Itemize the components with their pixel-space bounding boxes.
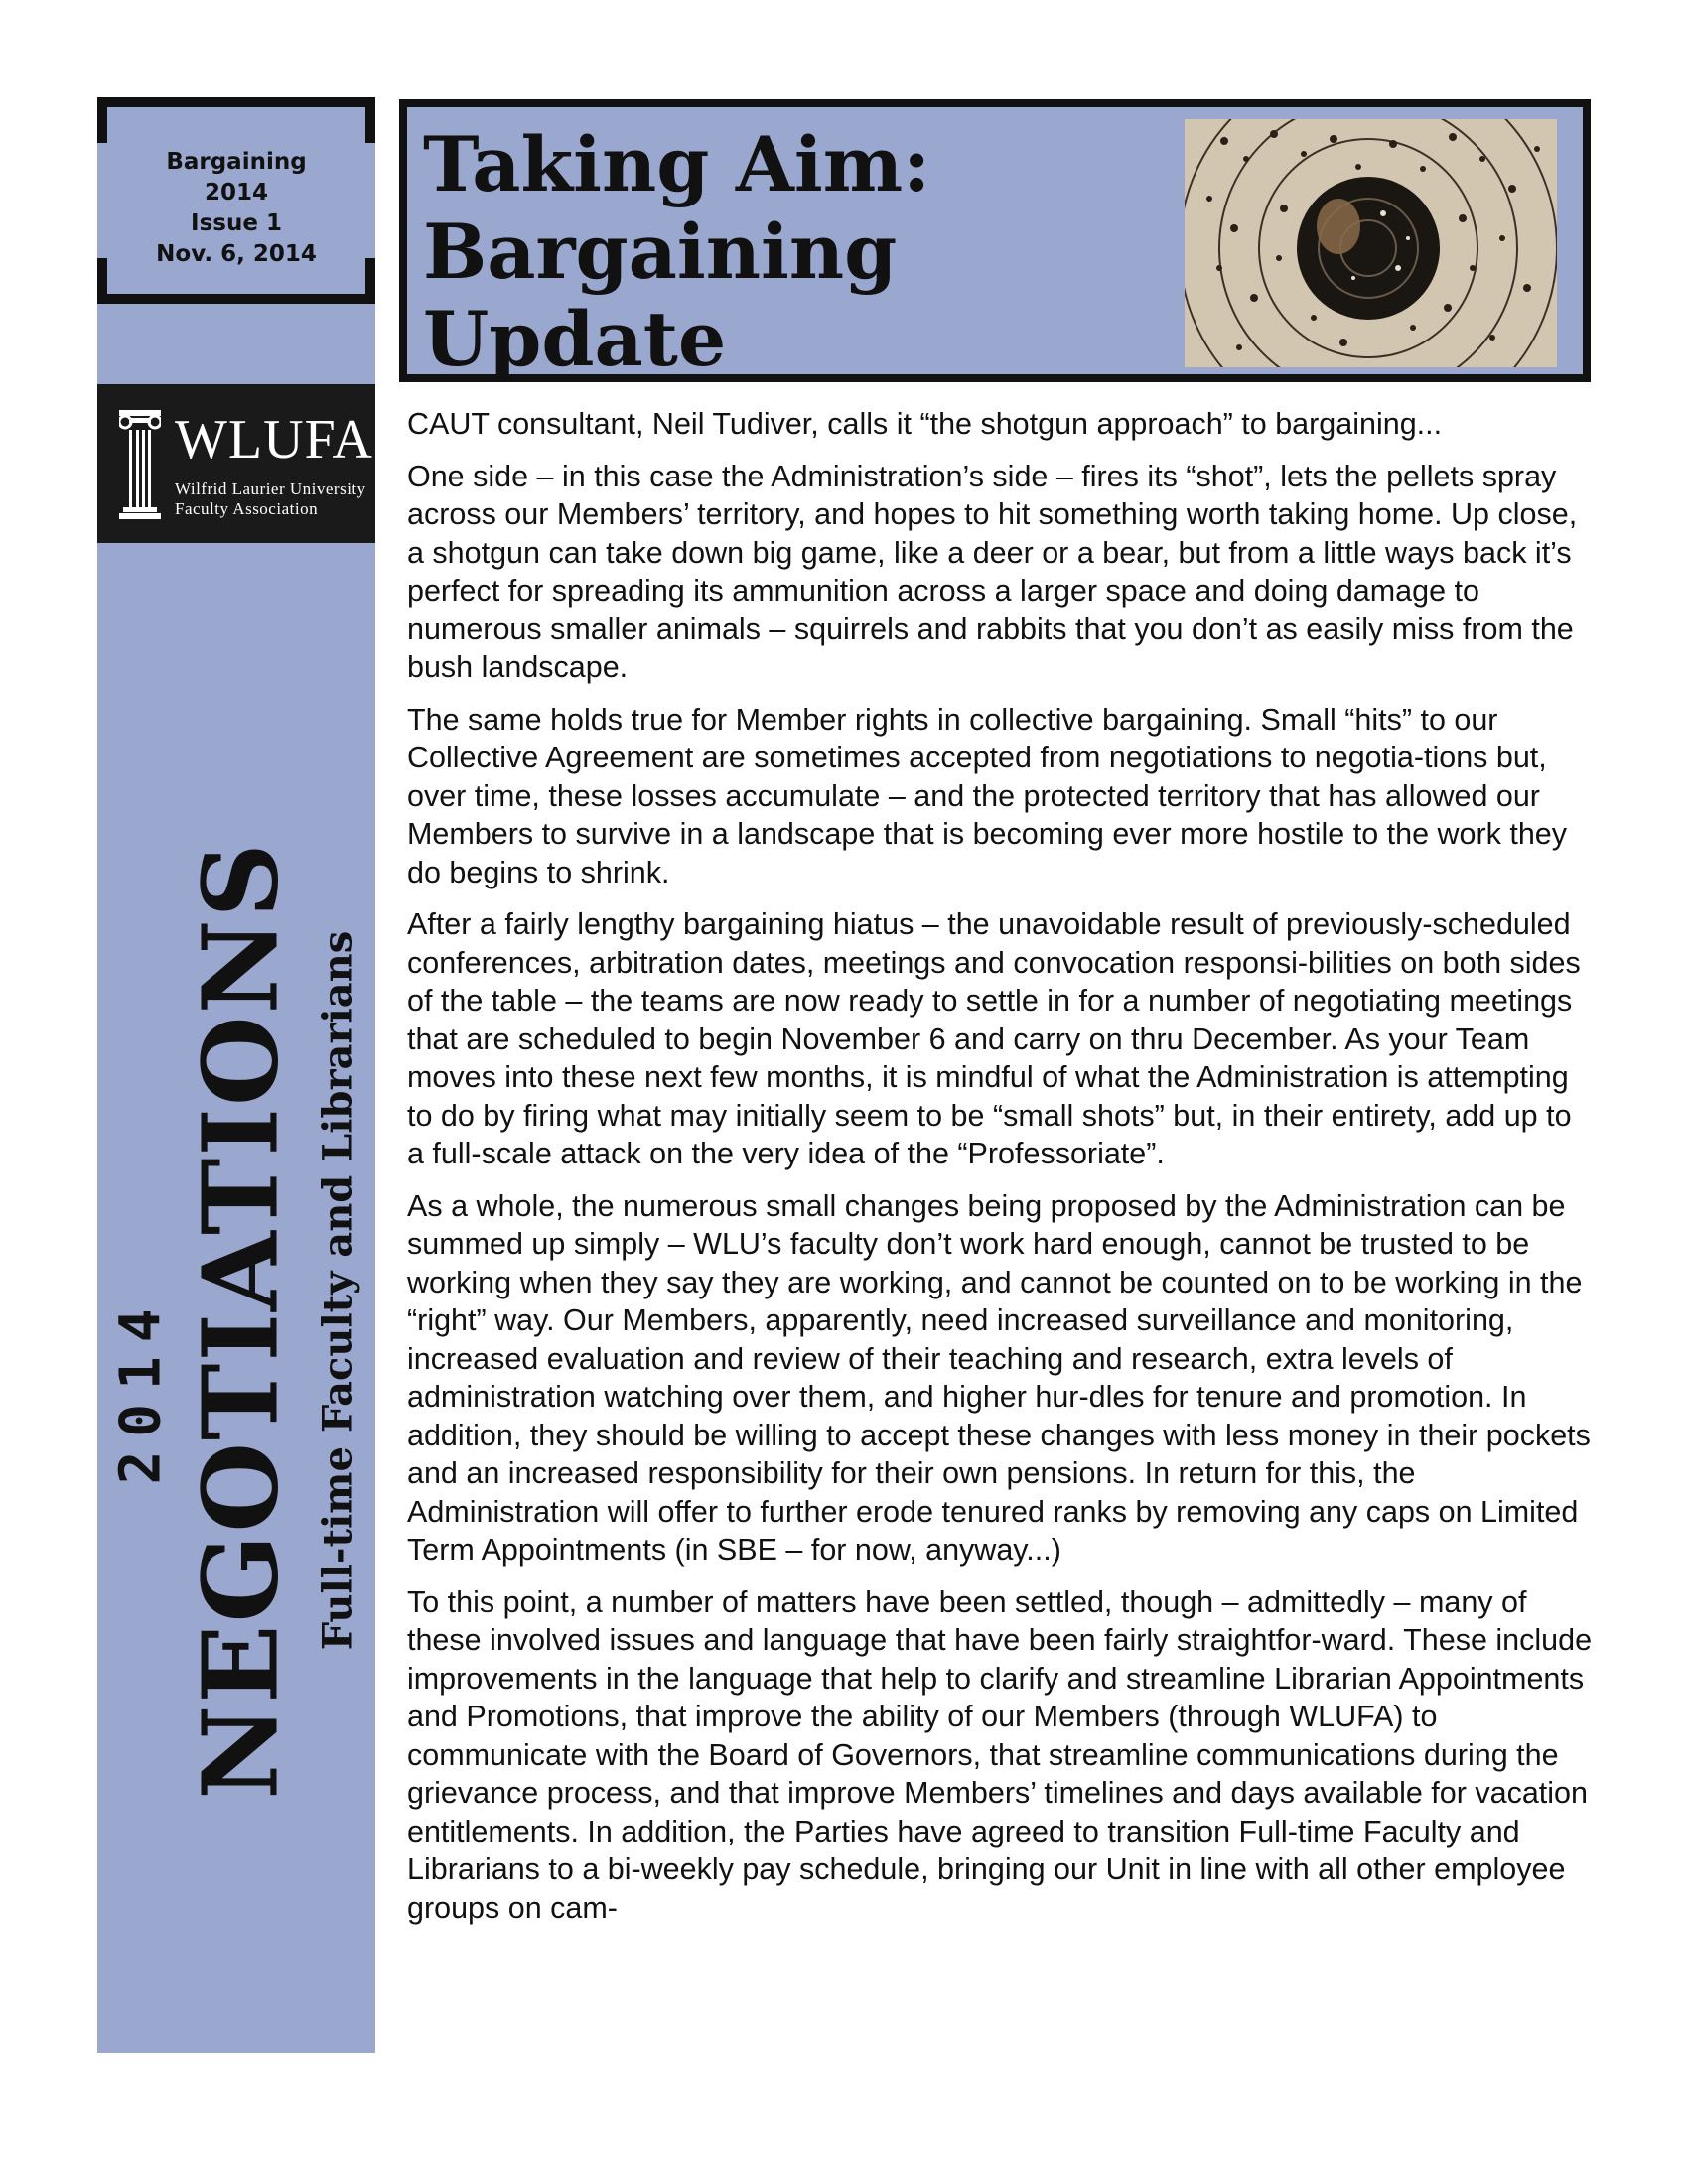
wlufa-logo bbox=[97, 384, 375, 543]
sidebar-year: 2014 bbox=[108, 1295, 174, 1485]
bracket-corner bbox=[365, 97, 375, 143]
sidebar-subtitle: Full-time Faculty and Librarians bbox=[314, 930, 361, 1651]
logo-wordmark: WLUFA bbox=[175, 409, 373, 471]
page-title bbox=[423, 121, 1197, 383]
article-paragraph: After a fairly lengthy bargaining hiatus – the unavoidable result of previously-scheduled conferences, arbitration dates, meetings and convocation responsi-bilities on both sides of the table – the teams are now ready to settle in for a number of negotiating meetings that are scheduled to begin November 6 and carry on thru December. As your Team moves into these next few months, it is mindful of what the Administration is attempting to do by firing what may initially seem to be “small shots” but, in their entirety, add up to a full-scale attack on the very idea of the “Professoriate”. bbox=[407, 907, 1581, 1170]
logo-subtitle-line: Wilfrid Laurier University bbox=[175, 479, 366, 498]
article-paragraph: To this point, a number of matters have been settled, though – admittedly – many of these involved issues and language that have been fairly straightfor-ward. These include improvements in the language that help to clarify and streamline Librarian Appointments and Promotions, that improve the ability of our Members (through WLUFA) to communicate with the Board of Governors, that streamline communications during the grievance process, and that improve Members’ timelines and days available for vacation entitlements. In addition, the Parties have agreed to transition Full-time Faculty and Librarians to a bi-weekly pay schedule, bringing our Unit in line with all other employee groups on cam- bbox=[407, 1584, 1593, 1925]
bracket-bottom bbox=[97, 294, 375, 304]
ionic-column-icon bbox=[119, 410, 161, 519]
article-paragraph: As a whole, the numerous small changes being proposed by the Administration can be summed up simply – WLU’s faculty don’t work hard enough, cannot be trusted to be working when they say they are working, and cannot be counted on to be working in the “right” way. Our Members, apparently, need increased surveillance and monitoring, increased evaluation and review of their teaching and research, extra levels of administration watching over them, and higher hur-dles for tenure and promotion. In addition, they should be willing to accept these changes with less money in their pockets and an increased responsibility for their own pensions. In return for this, the Administration will offer to further erode tenured ranks by removing any caps on Limited Term Appointments (in SBE – for now, anyway...) bbox=[407, 1188, 1591, 1567]
issue-info-box bbox=[97, 97, 375, 304]
title-line: Taking Aim: bbox=[423, 120, 931, 208]
bracket-top bbox=[97, 97, 375, 107]
logo-subtitle bbox=[175, 479, 369, 519]
article-paragraph: CAUT consultant, Neil Tudiver, calls it “the shotgun approach” to bargaining... bbox=[407, 407, 1443, 441]
title-line: Bargaining Update bbox=[423, 207, 898, 383]
shooting-target-photo bbox=[1185, 119, 1557, 367]
article-paragraph: The same holds true for Member rights in collective bargaining. Small “hits” to our Collective Agreement are sometimes accepted from negotiations to negotia-tions but, over time, these losses accumulate – and the protected territory that has allowed our Members to survive in a landscape that is becoming ever more hostile to the work they do begins to shrink. bbox=[407, 702, 1568, 889]
issue-series: Bargaining bbox=[166, 149, 307, 175]
logo-subtitle-line: Faculty Association bbox=[175, 499, 319, 518]
bracket-corner bbox=[97, 97, 107, 143]
issue-text bbox=[97, 147, 375, 270]
article-paragraph: One side – in this case the Administration’s side – fires its “shot”, lets the pellets spray across our Members’ territory, and hopes to hit something worth taking home. Up close, a shotgun can take down big game, like a deer or a bear, but from a little ways back it’s perfect for spreading its ammunition across a larger space and doing damage to numerous smaller animals – squirrels and rabbits that you don’t as easily miss from the bush landscape. bbox=[407, 459, 1578, 684]
article-body bbox=[407, 405, 1594, 1941]
issue-number: Issue 1 bbox=[191, 210, 282, 236]
sidebar-title: NEGOTIATIONS bbox=[179, 841, 302, 1800]
issue-date: Nov. 6, 2014 bbox=[156, 241, 317, 267]
masthead bbox=[399, 99, 1591, 382]
issue-year: 2014 bbox=[204, 180, 268, 205]
